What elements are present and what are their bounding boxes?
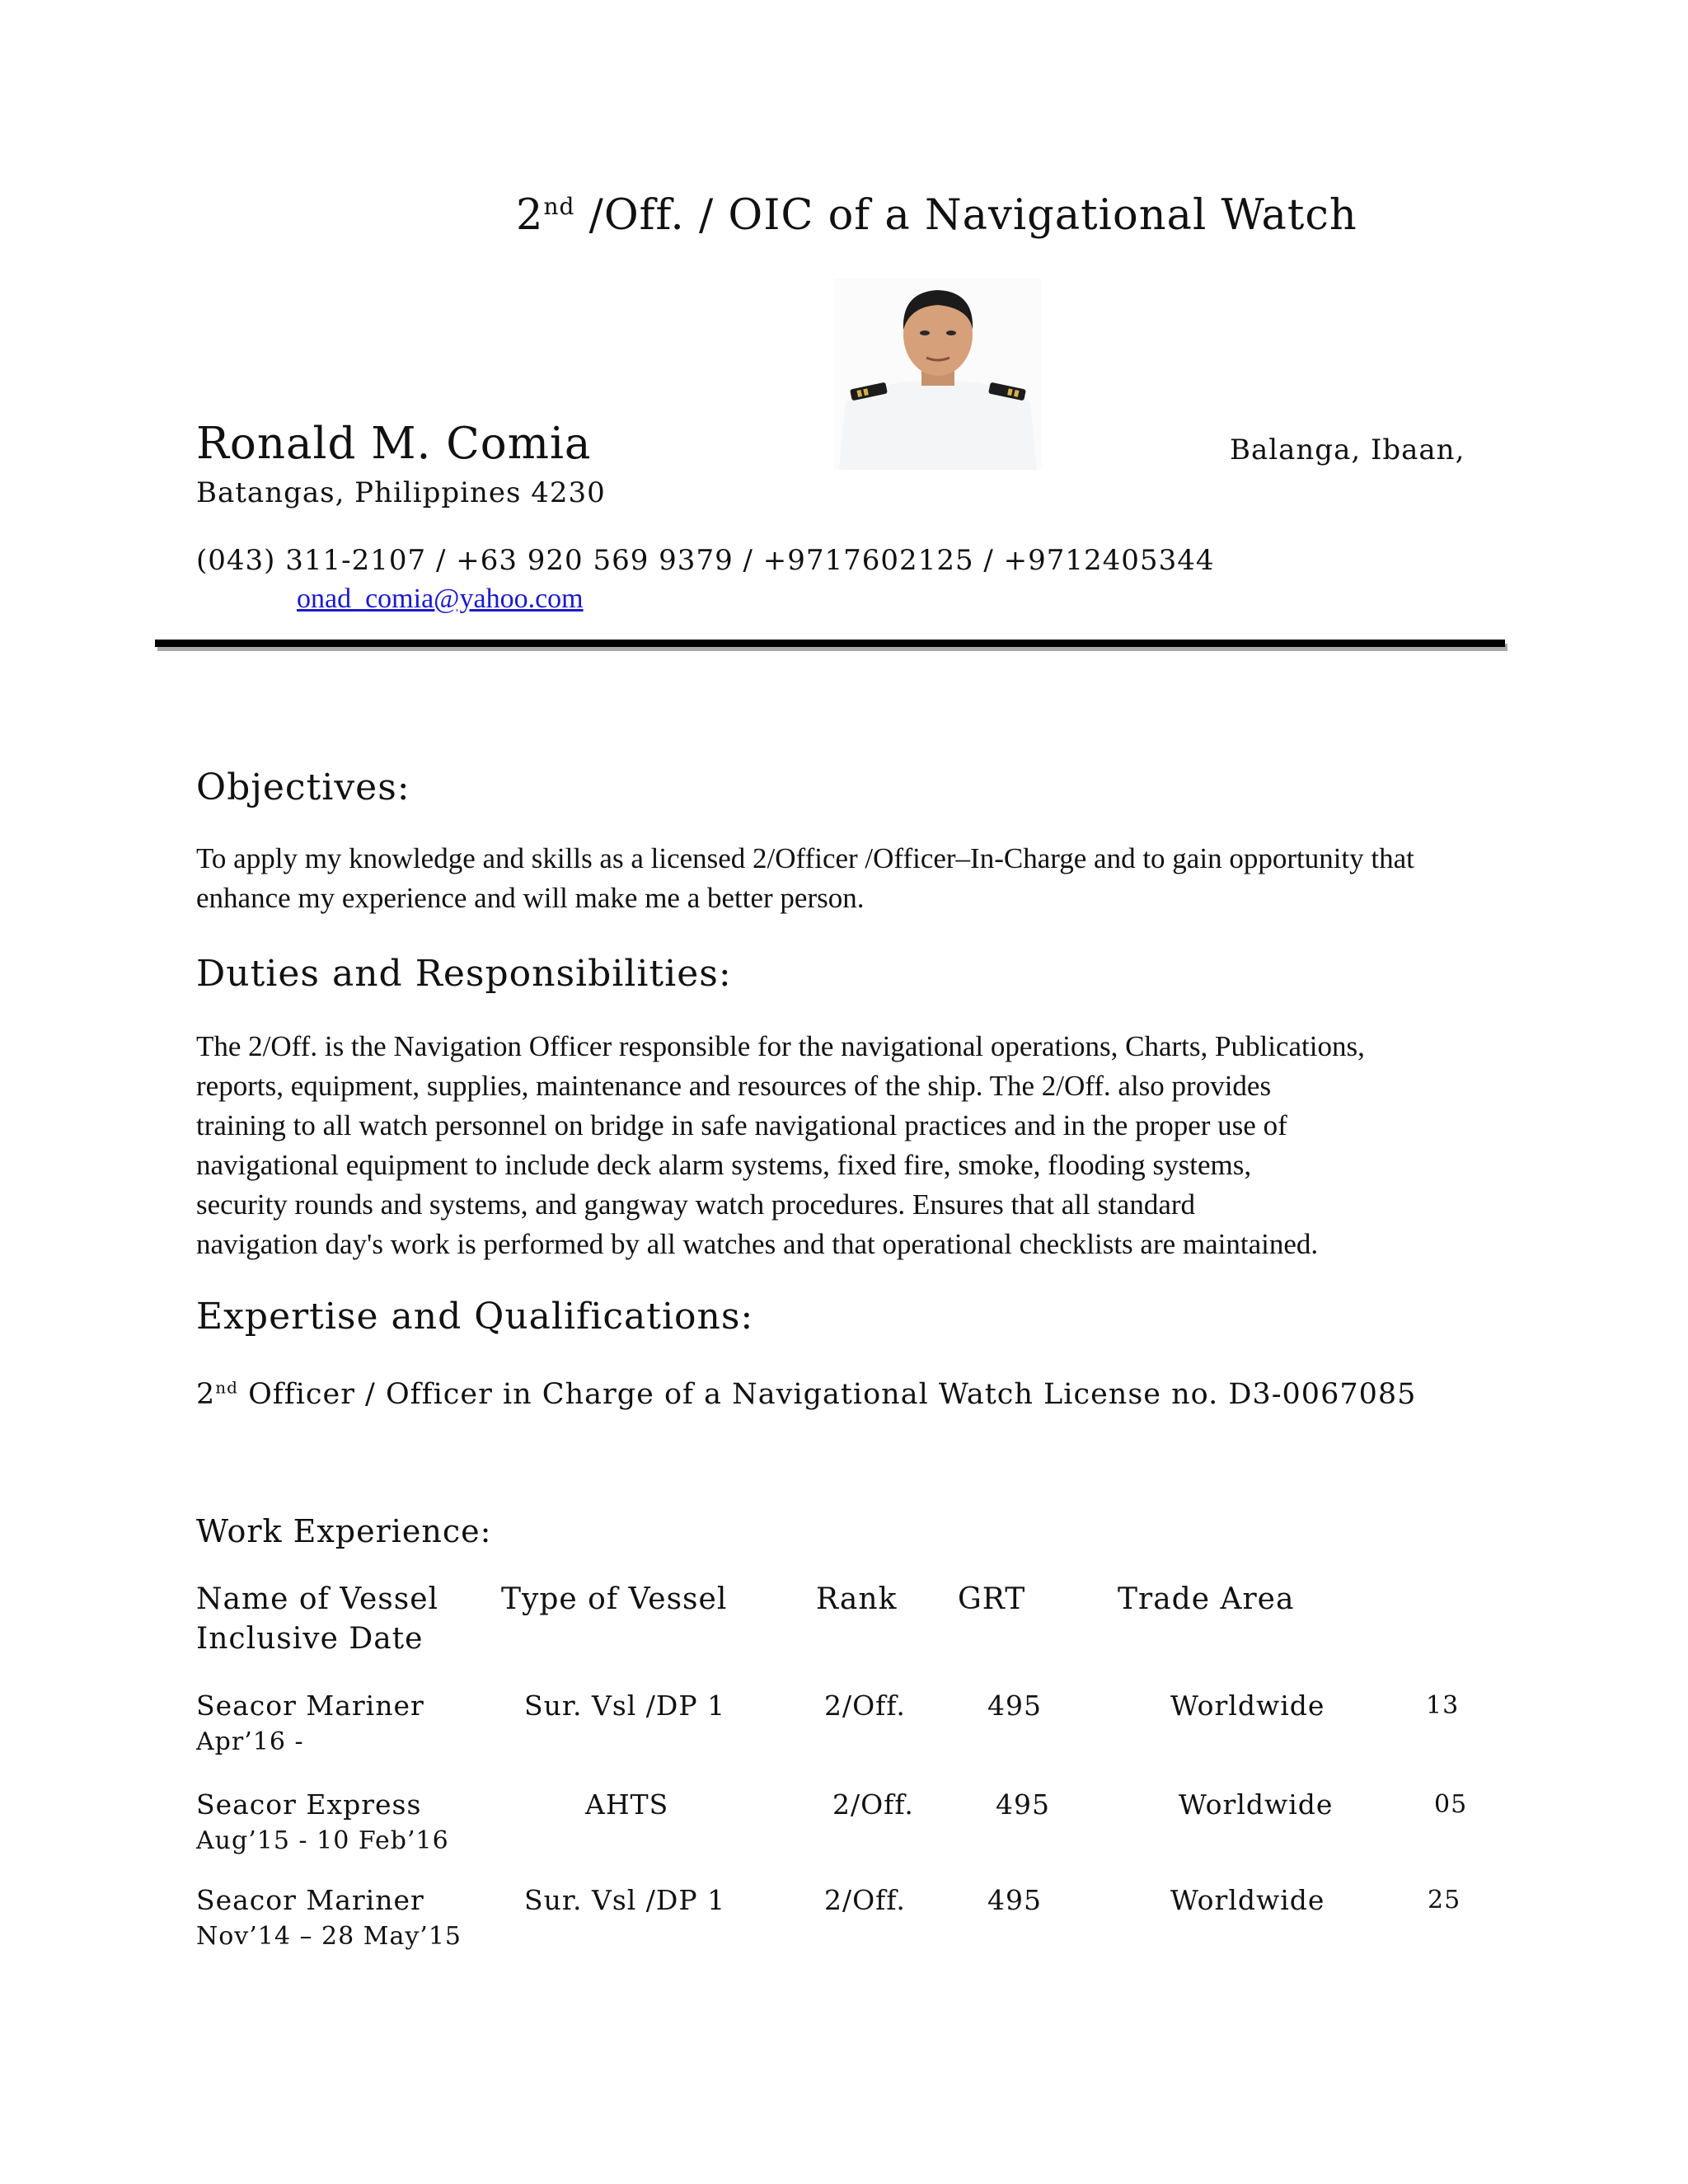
objectives-text — [196, 839, 1414, 918]
profile-photo-graphic — [834, 279, 1042, 470]
objectives-line: To apply my knowledge and skills as a licensed 2/Officer /Officer–In-Charge and to gain opportunity that — [196, 842, 1414, 874]
column-header-trade: Trade Area — [1118, 1582, 1295, 1616]
duties-line: reports, equipment, supplies, maintenance and resources of the ship. The 2/Off. also provides — [196, 1070, 1272, 1102]
column-header-rank: Rank — [816, 1582, 898, 1616]
license-prefix: 2 — [196, 1378, 216, 1411]
table-row-type: Sur. Vsl /DP 1 — [524, 1884, 726, 1916]
table-row-day: 25 — [1428, 1886, 1461, 1915]
address-line-2: Batangas, Philippines 4230 — [196, 476, 606, 509]
duties-heading: Duties and Responsibilities: — [196, 953, 732, 995]
title-superscript: nd — [543, 193, 575, 220]
table-row-rank: 2/Off. — [824, 1690, 906, 1722]
column-header-type: Type of Vessel — [501, 1582, 728, 1616]
table-row-vessel: Seacor Mariner — [196, 1690, 424, 1722]
table-row-day: 05 — [1434, 1790, 1468, 1819]
column-header-date: Inclusive Date — [196, 1622, 424, 1656]
work-heading: Work Experience: — [196, 1513, 492, 1549]
table-row-vessel: Seacor Express — [196, 1788, 422, 1821]
column-header-grt: GRT — [958, 1582, 1026, 1616]
table-row-grt: 495 — [996, 1788, 1050, 1821]
duties-line: The 2/Off. is the Navigation Officer responsible for the navigational operations, Charts, Publications, — [196, 1030, 1365, 1062]
table-row-type: AHTS — [585, 1788, 669, 1821]
license-superscript: nd — [215, 1377, 238, 1398]
objectives-heading: Objectives: — [196, 766, 410, 808]
license-rest: Officer / Officer in Charge of a Navigational Watch License no. D3-0067085 — [237, 1378, 1417, 1411]
profile-photo — [834, 279, 1042, 470]
phone-numbers: (043) 311-2107 / +63 920 569 9379 / +9717602125 / +9712405344 — [196, 544, 1215, 577]
address-line-1: Balanga, Ibaan, — [1230, 434, 1465, 466]
table-row-type: Sur. Vsl /DP 1 — [524, 1690, 726, 1722]
objectives-line: enhance my experience and will make me a better person. — [196, 882, 865, 914]
page-title — [516, 191, 1357, 240]
duties-line: security rounds and systems, and gangway watch procedures. Ensures that all standard — [196, 1188, 1196, 1221]
duties-line: navigation day's work is performed by all watches and that operational checklists are maintained. — [196, 1228, 1319, 1260]
table-row-date: Apr’16 - — [196, 1727, 304, 1756]
table-row-grt: 495 — [987, 1884, 1042, 1916]
table-row-trade: Worldwide — [1170, 1690, 1325, 1722]
duties-line: navigational equipment to include deck alarm systems, fixed fire, smoke, flooding systems, — [196, 1149, 1252, 1181]
table-row-grt: 495 — [987, 1690, 1042, 1722]
duties-line: training to all watch personnel on bridge in safe navigational practices and in the proper use of — [196, 1109, 1287, 1141]
table-row-rank: 2/Off. — [832, 1788, 914, 1821]
table-row-trade: Worldwide — [1170, 1884, 1325, 1916]
table-row-trade: Worldwide — [1179, 1788, 1334, 1821]
title-prefix: 2 — [516, 191, 544, 240]
email-link[interactable]: onad_comia@yahoo.com — [297, 583, 584, 614]
table-row-vessel: Seacor Mariner — [196, 1884, 424, 1916]
expertise-heading: Expertise and Qualifications: — [196, 1296, 754, 1338]
table-row-date: Aug’15 - 10 Feb’16 — [196, 1826, 449, 1855]
license-line — [196, 1378, 1416, 1411]
title-rest: /Off. / OIC of a Navigational Watch — [574, 191, 1357, 240]
header-divider — [155, 640, 1505, 647]
table-row-rank: 2/Off. — [824, 1884, 906, 1916]
table-row-day: 13 — [1426, 1691, 1460, 1720]
candidate-name: Ronald M. Comia — [196, 419, 592, 469]
column-header-vessel: Name of Vessel — [196, 1582, 439, 1616]
table-row-date: Nov’14 – 28 May’15 — [196, 1922, 462, 1951]
duties-text — [196, 1027, 1365, 1264]
